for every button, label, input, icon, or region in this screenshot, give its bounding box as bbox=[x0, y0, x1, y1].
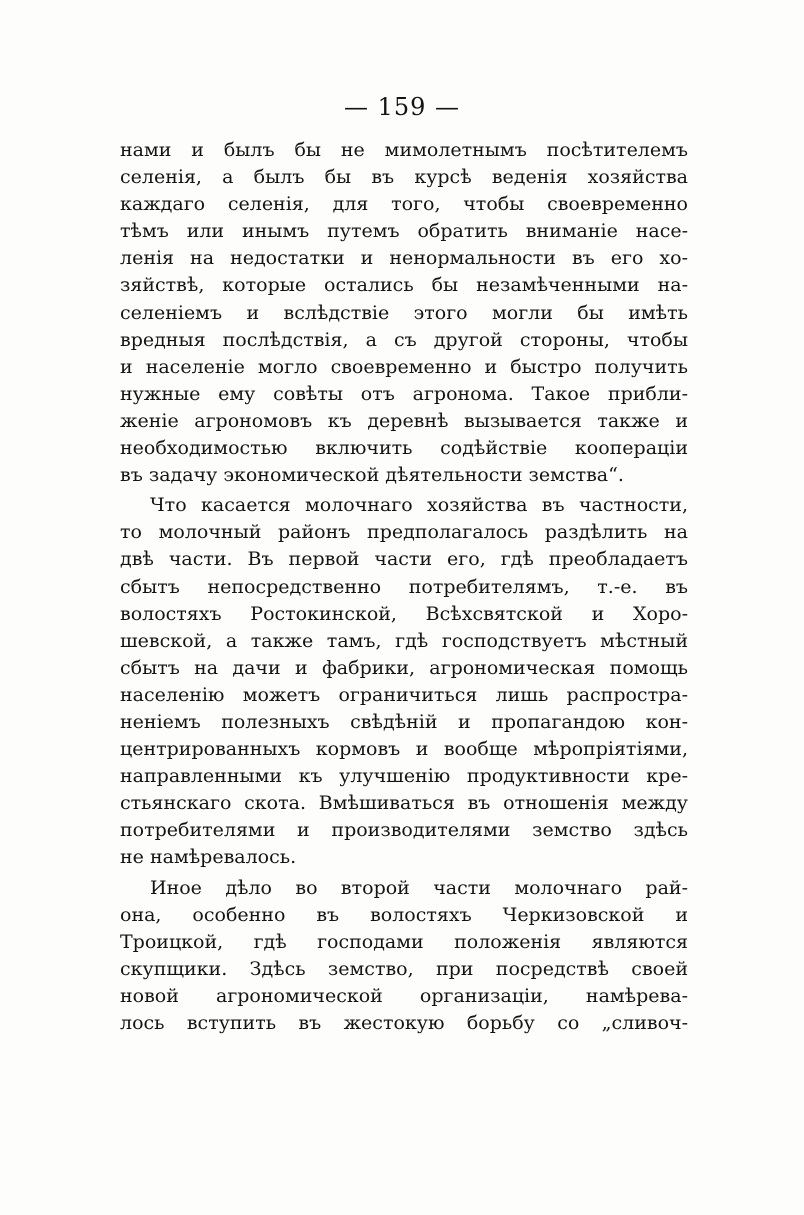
text-line: необходимостью включить содѣйствіе коопераціи bbox=[120, 437, 688, 460]
text-line: волостяхъ Ростокинской, Всѣхсвятской и Хоро- bbox=[120, 602, 688, 625]
text-line: шевской, а также тамъ, гдѣ господствуетъ мѣстный bbox=[120, 629, 688, 652]
text-line: нужные ему совѣты отъ агронома. Такое прибли- bbox=[120, 382, 688, 405]
page-number: — 159 — bbox=[343, 93, 461, 121]
text-line: двѣ части. Въ первой части его, гдѣ преобладаетъ bbox=[120, 548, 688, 571]
text-line: не намѣревалось. bbox=[120, 846, 297, 869]
text-line: селеніемъ и вслѣдствіе этого могли бы имѣть bbox=[120, 301, 688, 324]
text-line: сбытъ непосредственно потребителямъ, т.-е. въ bbox=[120, 575, 688, 598]
text-line: неніемъ полезныхъ свѣдѣній и пропагандою кон- bbox=[120, 710, 688, 733]
text-line: зяйствѣ, которые остались бы незамѣченными на- bbox=[120, 274, 688, 297]
text-line: Что касается молочнаго хозяйства въ частности, bbox=[150, 494, 688, 517]
text-line: въ задачу экономической дѣятельности земства“. bbox=[120, 464, 624, 487]
text-line: женіе агрономовъ къ деревнѣ вызывается также и bbox=[120, 409, 688, 432]
text-line: и населеніе могло своевременно и быстро получить bbox=[120, 355, 688, 378]
text-line: лось вступить въ жестокую борьбу со „сливоч- bbox=[120, 1012, 688, 1034]
paragraph-2 bbox=[120, 492, 688, 871]
text-line: Иное дѣло во второй части молочнаго рай- bbox=[150, 876, 688, 899]
text-line: нами и былъ бы не мимолетнымъ посѣтителемъ bbox=[120, 139, 688, 161]
text-line: селенія, а былъ бы въ курсѣ веденія хозяйства bbox=[120, 166, 688, 189]
text-line: каждаго селенія, для того, чтобы своевременно bbox=[120, 193, 688, 216]
text-line: вредныя послѣдствія, а съ другой стороны, чтобы bbox=[120, 328, 688, 351]
text-line: стьянскаго скота. Вмѣшиваться въ отношенія между bbox=[120, 792, 688, 815]
text-line: потребителями и производителями земство здѣсь bbox=[120, 819, 688, 842]
text-line: тѣмъ или инымъ путемъ обратить вниманіе насе- bbox=[120, 220, 688, 243]
text-line: Троицкой, гдѣ господами положенія являются bbox=[120, 930, 688, 953]
text-line: скупщики. Здѣсь земство, при посредствѣ своей bbox=[120, 957, 688, 980]
paragraph-1 bbox=[120, 137, 688, 489]
text-line: она, особенно въ волостяхъ Черкизовской и bbox=[120, 903, 688, 926]
paragraph-3 bbox=[120, 875, 688, 1038]
body-text bbox=[120, 137, 688, 1037]
text-line: сбытъ на дачи и фабрики, агрономическая помощь bbox=[120, 656, 688, 679]
text-line: центрированныхъ кормовъ и вообще мѣропріятіями, bbox=[120, 738, 688, 761]
text-line: населенію можетъ ограничиться лишь распростра- bbox=[120, 683, 688, 706]
text-line: новой агрономической организаціи, намѣрева- bbox=[120, 984, 688, 1007]
text-line: то молочный районъ предполагалось раздѣлить на bbox=[120, 521, 688, 544]
text-line: ленія на недостатки и ненормальности въ его хо- bbox=[120, 247, 688, 270]
text-line: направленными къ улучшенію продуктивности кре- bbox=[120, 765, 688, 788]
